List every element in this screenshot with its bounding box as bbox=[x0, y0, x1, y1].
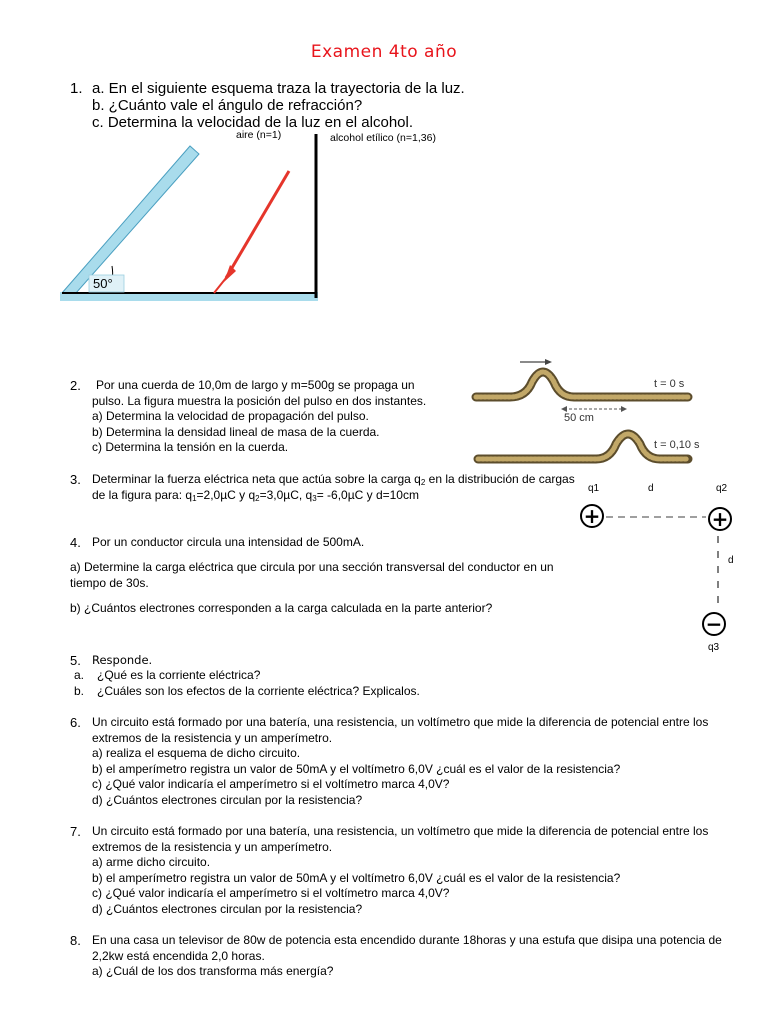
question-8-line-1: En una casa un televisor de 80w de potencia esta encendido durante 18horas y una estufa que disipa una potencia de bbox=[92, 933, 722, 947]
question-7-part-d: d) ¿Cuántos electrones circulan por la resistencia? bbox=[92, 901, 363, 916]
question-5-intro: Responde. bbox=[92, 653, 153, 667]
q3-subscript: 3 bbox=[312, 494, 317, 503]
q1-label: q1 bbox=[588, 483, 600, 494]
question-7-part-b: b) el amperímetro registra un valor de 50mA y el voltímetro 6,0V ¿cuál es el valor de la resistencia? bbox=[92, 870, 621, 885]
q2-label: q2 bbox=[716, 483, 728, 494]
alcohol-label: alcohol etílico (n=1,36) bbox=[330, 132, 436, 144]
question-6-line-2: extremos de la resistencia y un amperímetro. bbox=[92, 730, 333, 745]
q1-plus-icon: + bbox=[583, 504, 601, 528]
q3-text: de la figura para: q bbox=[92, 488, 193, 502]
question-5-mark-a: a. bbox=[74, 668, 85, 682]
charges-diagram bbox=[570, 478, 748, 654]
question-2-intro-2: pulso. La figura muestra la posición del pulso en dos instantes. bbox=[92, 393, 427, 408]
question-8-part-a: a) ¿Cuál de los dos transforma más energía? bbox=[92, 964, 334, 978]
question-5-part-b: ¿Cuáles son los efectos de la corriente eléctrica? Explicalos. bbox=[97, 684, 420, 698]
q3-text: en la distribución de cargas bbox=[425, 472, 575, 486]
pulse-diagram bbox=[468, 352, 708, 470]
q2-plus-icon: + bbox=[711, 507, 729, 531]
question-1-number: 1. bbox=[70, 80, 83, 97]
question-7-part-a: a) arme dicho circuito. bbox=[92, 855, 211, 869]
time-label-t0: t = 0 s bbox=[654, 378, 685, 390]
time-label-t1: t = 0,10 s bbox=[654, 439, 700, 451]
question-4-number: 4. bbox=[70, 535, 81, 550]
refraction-diagram bbox=[56, 128, 466, 306]
question-4-part-b: b) ¿Cuántos electrones corresponden a la carga calculada en la parte anterior? bbox=[70, 601, 493, 615]
question-1-part-c: c. Determina la velocidad de la luz en el alcohol. bbox=[92, 114, 414, 131]
d-top-label: d bbox=[648, 483, 654, 494]
angle-label: 50° bbox=[93, 276, 113, 291]
d-side-label: d bbox=[728, 555, 734, 566]
question-5-part-a: ¿Qué es la corriente eléctrica? bbox=[97, 668, 261, 682]
q3-minus-icon: − bbox=[705, 612, 723, 636]
question-4-part-a-2: tiempo de 30s. bbox=[70, 575, 149, 590]
question-2-number: 2. bbox=[70, 378, 81, 393]
distance-label: 50 cm bbox=[564, 412, 594, 424]
question-1-part-b: b. ¿Cuánto vale el ángulo de refracción? bbox=[92, 97, 363, 114]
question-7-number: 7. bbox=[70, 824, 81, 839]
question-5-number: 5. bbox=[70, 653, 81, 668]
question-2-part-a: a) Determina la velocidad de propagación del pulso. bbox=[92, 409, 369, 423]
q3-subscript: 2 bbox=[420, 478, 426, 487]
question-4-part-a-1: a) Determine la carga eléctrica que circula por una sección transversal del conductor en un bbox=[70, 560, 554, 574]
light-ray bbox=[226, 171, 289, 278]
question-3-number: 3. bbox=[70, 472, 81, 487]
question-6-part-a: a) realiza el esquema de dicho circuito. bbox=[92, 746, 301, 760]
q3-text: Determinar la fuerza eléctrica neta que actúa sobre la carga q bbox=[92, 472, 421, 486]
mirror-surface bbox=[62, 146, 199, 293]
q3-subscript: 1 bbox=[192, 494, 197, 503]
question-3-line-2 bbox=[92, 488, 419, 507]
question-7-line-1: Un circuito está formado por una batería, una resistencia, un voltímetro que mide la diferencia de potencial entre los bbox=[92, 824, 709, 838]
question-6-part-b: b) el amperímetro registra un valor de 50mA y el voltímetro 6,0V ¿cuál es el valor de la resistencia? bbox=[92, 761, 621, 776]
question-6-number: 6. bbox=[70, 715, 81, 730]
q3-subscript: 2 bbox=[255, 494, 260, 503]
question-2-part-c: c) Determina la tensión en la cuerda. bbox=[92, 440, 289, 454]
question-2-part-b: b) Determina la densidad lineal de masa de la cuerda. bbox=[92, 424, 380, 439]
question-5-mark-b: b. bbox=[74, 684, 85, 698]
ray-tail bbox=[214, 278, 226, 293]
question-8-number: 8. bbox=[70, 933, 81, 948]
question-8-line-2: 2,2kw está encendida 2,0 horas. bbox=[92, 948, 265, 963]
question-6-part-d: d) ¿Cuántos electrones circulan por la resistencia? bbox=[92, 792, 363, 807]
exam-title: Examen 4to año bbox=[310, 42, 458, 62]
question-6-line-1: Un circuito está formado por una batería, una resistencia, un voltímetro que mide la diferencia de potencial entre los bbox=[92, 715, 709, 729]
question-7-line-2: extremos de la resistencia y un amperímetro. bbox=[92, 839, 333, 854]
question-6-part-c: c) ¿Qué valor indicaría el amperímetro si el voltímetro marca 4,0V? bbox=[92, 777, 450, 791]
air-label: aire (n=1) bbox=[236, 129, 282, 141]
question-2-intro-1: Por una cuerda de 10,0m de largo y m=500g se propaga un bbox=[96, 378, 415, 392]
question-7-part-c: c) ¿Qué valor indicaría el amperímetro si el voltímetro marca 4,0V? bbox=[92, 886, 450, 900]
question-4-intro: Por un conductor circula una intensidad de 500mA. bbox=[92, 535, 365, 549]
q3-text: =3,0µC, q bbox=[259, 488, 313, 502]
question-1-part-a: a. En el siguiente esquema traza la trayectoria de la luz. bbox=[92, 80, 465, 97]
q3-text: = -6,0µC y d=10cm bbox=[316, 488, 419, 502]
q3-text: =2,0µC y q bbox=[196, 488, 256, 502]
q3-label: q3 bbox=[708, 642, 720, 653]
